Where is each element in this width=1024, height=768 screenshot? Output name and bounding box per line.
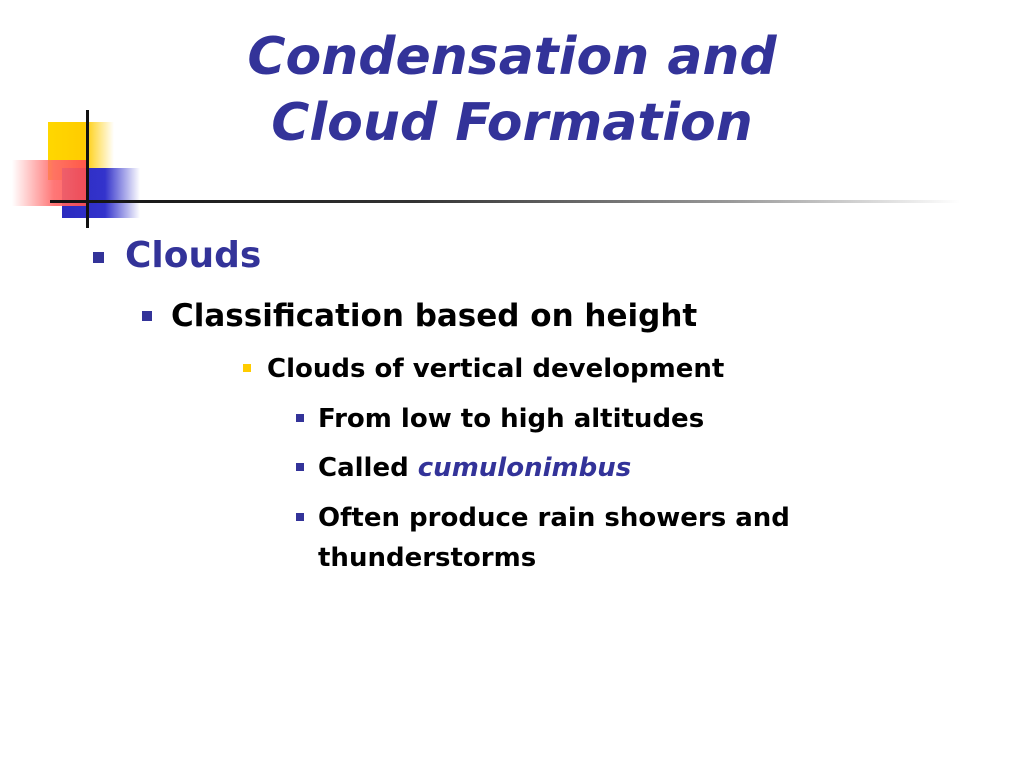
- bullet-level4-low-to-high: From low to high altitudes: [318, 404, 705, 434]
- slide-title: [0, 24, 1024, 156]
- bullet-square-icon: [243, 364, 251, 372]
- rain-showers-line-1: Often produce rain showers and: [318, 503, 790, 533]
- bullet-level4-called: [318, 448, 631, 488]
- bullet-square-icon: [142, 311, 152, 321]
- bullet-square-icon: [296, 513, 304, 521]
- slide-title-line-1: Condensation and: [247, 27, 777, 87]
- bullet-level3-vertical-development: Clouds of vertical development: [267, 354, 725, 384]
- rain-showers-line-2: thunderstorms: [318, 543, 537, 573]
- bullet-level1-clouds: Clouds: [125, 235, 262, 276]
- bullet-square-icon: [93, 252, 104, 263]
- slide-title-line-2: Cloud Formation: [271, 93, 753, 153]
- logo-vertical-line-icon: [86, 110, 89, 228]
- called-text: Called: [318, 453, 409, 483]
- bullet-square-icon: [296, 414, 304, 422]
- bullet-level4-rain-showers: [318, 498, 790, 578]
- bullet-level2-classification: Classification based on height: [171, 298, 698, 334]
- title-divider-line: [50, 200, 960, 203]
- bullet-square-icon: [296, 463, 304, 471]
- cumulonimbus-text: cumulonimbus: [417, 453, 632, 483]
